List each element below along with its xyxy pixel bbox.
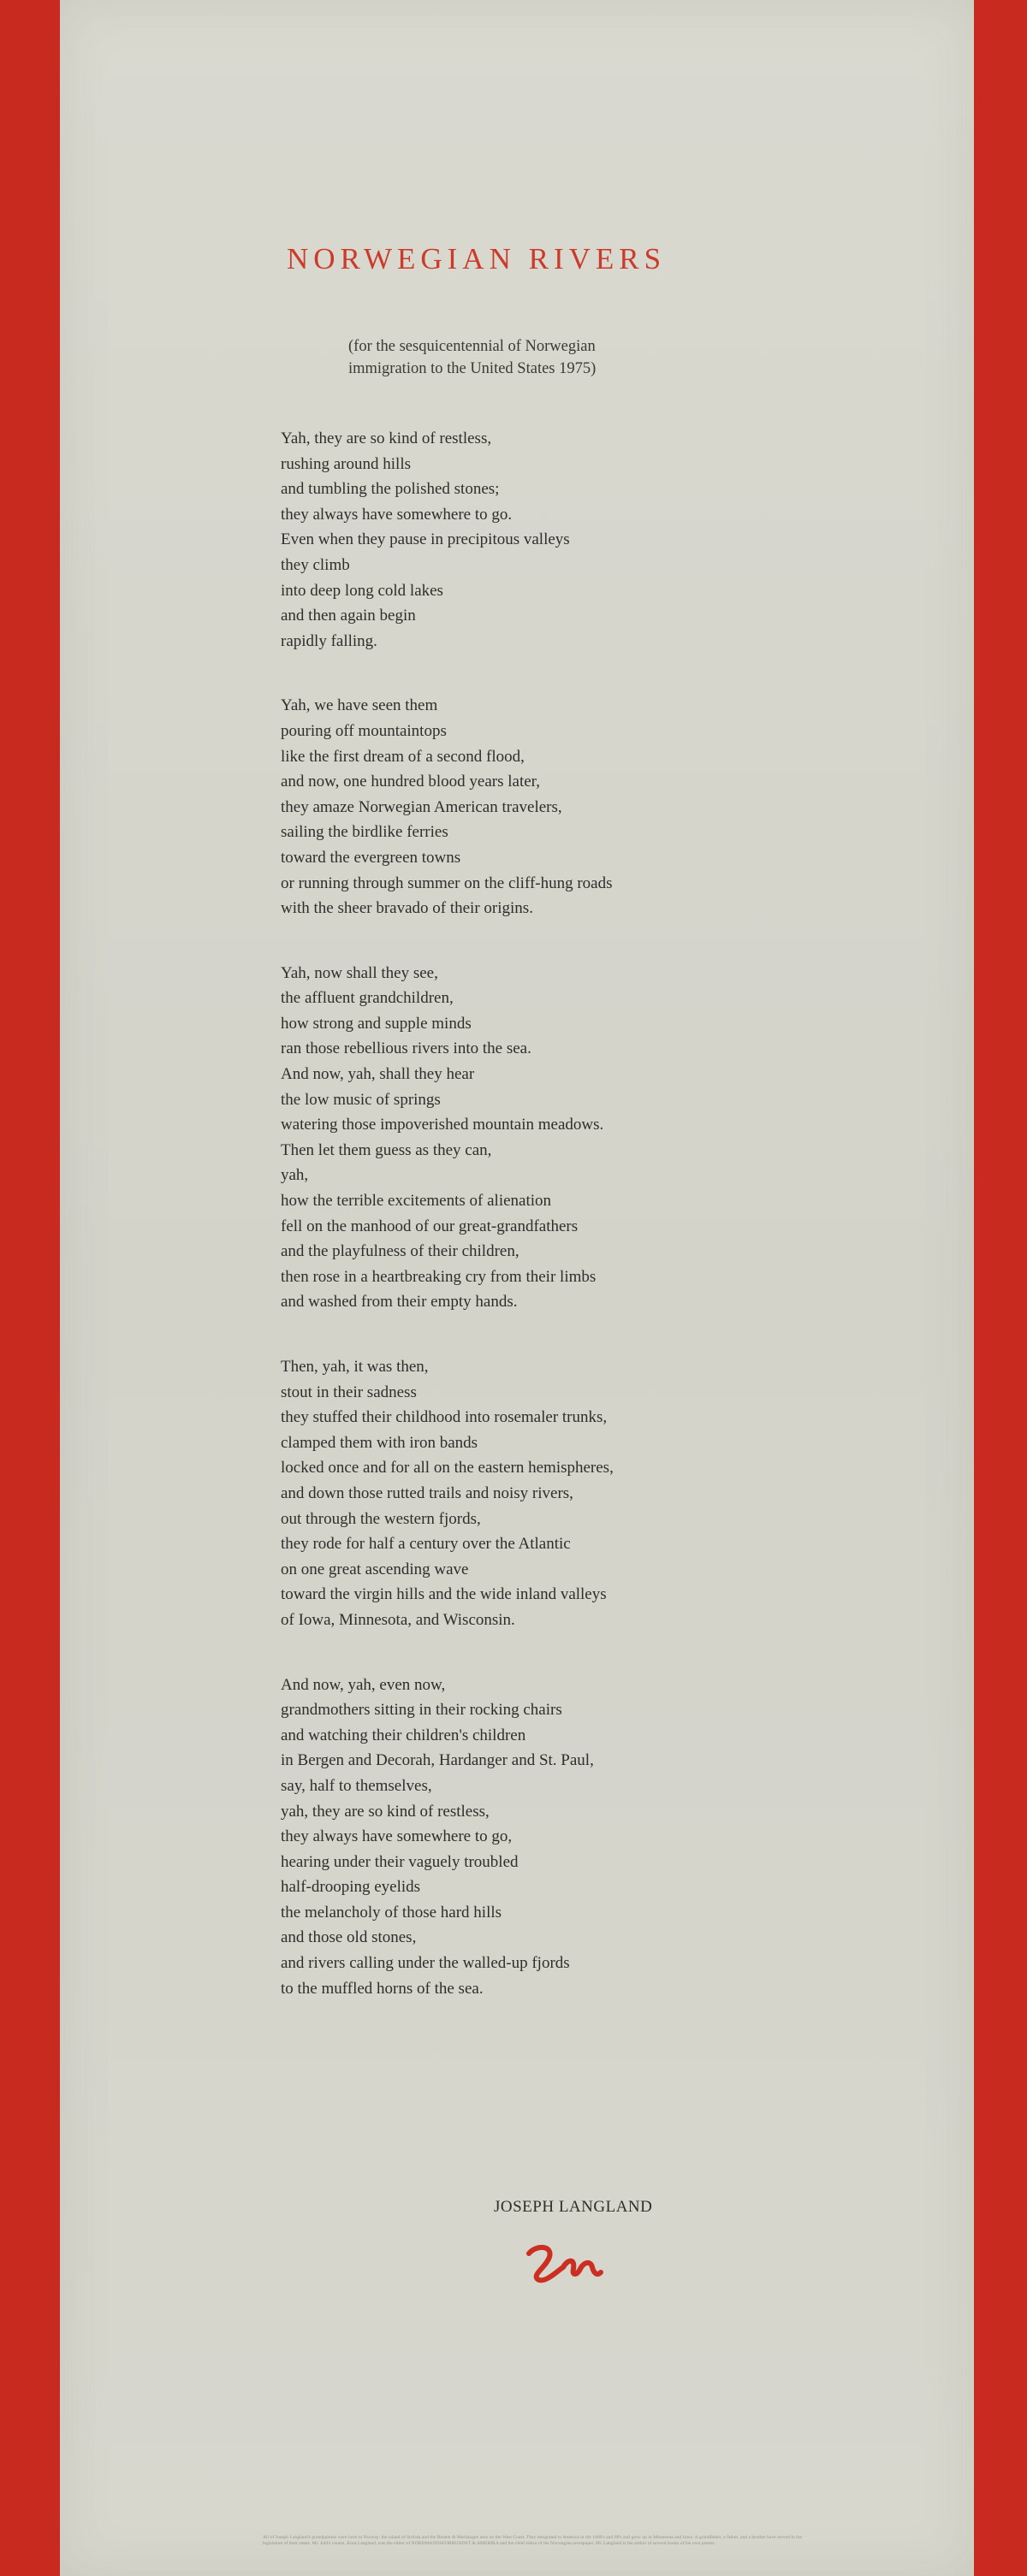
poem-line: stout in their sadness [281,1383,417,1401]
poem-line: toward the evergreen towns [281,848,461,867]
poem-line: then rose in a heartbreaking cry from their limbs [281,1267,597,1286]
poem-line: and those old stones, [281,1928,417,1947]
poem-line: And now, yah, even now, [281,1675,446,1694]
stanza [281,693,897,921]
poem-line: sailing the birdlike ferries [281,823,448,842]
poem-line: they amaze Norwegian American travelers, [281,797,562,816]
poem-line: and the playfulness of their children, [281,1242,519,1261]
poem-line: they always have somewhere to go. [281,505,513,524]
poem-line: locked once and for all on the eastern hemispheres, [281,1459,614,1477]
red-frame-right [974,0,1027,2576]
poem-line: yah, [281,1166,309,1185]
poem-line: and now, one hundred blood years later, [281,773,540,791]
poem-line: and rivers calling under the walled-up fjords [281,1954,570,1973]
author-name: JOSEPH LANGLAND [494,2198,653,2216]
poem-line: they stuffed their childhood into rosemaler trunks, [281,1408,608,1427]
poem-line: Yah, they are so kind of restless, [281,429,492,447]
colophon-note: All of Joseph Langland's grandparents were born in Norway: the island of Strinda and the Reinen & Merhaugen area on the West Coast. They emigrated to America in the 1800's and 60's and grew up in Minnesota and Iowa. A grandfather, a father, and a brother have served in the legislature of their states. Mr. Juhl's cousin, Knut Langland, was the editor of NORDMANDSFORBUNDET & AMERIKA and the chief editor of the Norwegian newspaper. Mr. Langland is the author of several books of his own poems. [263,2535,802,2546]
poem-line: yah, they are so kind of restless, [281,1802,490,1821]
poem-line: on one great ascending wave [281,1560,469,1578]
dedication-line: immigration to the United States 1975) [348,360,597,377]
stanza [281,1354,897,1633]
poem-title: NORWEGIAN RIVERS [287,242,667,275]
poem-line: how the terrible excitements of alienation [281,1192,552,1211]
stanza [281,961,897,1315]
poem-line: and washed from their empty hands. [281,1293,518,1312]
poem-line: ran those rebellious rivers into the sea. [281,1039,531,1058]
red-frame-left [0,0,60,2576]
poem-line: the affluent grandchildren, [281,989,454,1008]
poem-line: they always have somewhere to go, [281,1827,513,1846]
poem-line: Then let them guess as they can, [281,1140,492,1159]
poem-body [281,426,897,2001]
poem-line: Even when they pause in precipitous valleys [281,530,570,549]
poem-line: how strong and supple minds [281,1014,472,1033]
poem-line: out through the western fjords, [281,1509,481,1528]
poem-line: Yah, we have seen them [281,696,438,715]
poem-line: to the muffled horns of the sea. [281,1979,484,1998]
stanza [281,426,897,654]
poem-line: toward the virgin hills and the wide inland valleys [281,1585,607,1604]
poem-line: say, half to themselves, [281,1776,432,1795]
poem-line: and then again begin [281,607,416,625]
poem-line: clamped them with iron bands [281,1433,478,1452]
poem-line: they climb [281,555,350,574]
poem-line: hearing under their vaguely troubled [281,1852,519,1871]
poem-line: and watching their children's children [281,1726,526,1744]
poem-line: pouring off mountaintops [281,721,447,740]
poem-line: rapidly falling. [281,631,377,650]
dedication-line: (for the sesquicentennial of Norwegian [348,338,596,355]
printer-mark-icon [520,2241,604,2289]
poem-line: And now, yah, shall they hear [281,1065,475,1084]
poem-line: half-drooping eyelids [281,1878,421,1897]
poem-line: of Iowa, Minnesota, and Wisconsin. [281,1610,515,1629]
poem-line: into deep long cold lakes [281,581,443,600]
poem-line: Then, yah, it was then, [281,1358,429,1376]
poem-line: Yah, now shall they see, [281,963,438,982]
poem-line: fell on the manhood of our great-grandfathers [281,1217,579,1235]
poem-line: watering those impoverished mountain meadows. [281,1116,604,1134]
broadside-page [60,0,974,2576]
poem-line: with the sheer bravado of their origins. [281,899,533,918]
stanza [281,1673,897,2002]
poem-line: rushing around hills [281,454,411,473]
dedication [348,335,862,380]
poem-line: they rode for half a century over the Atlantic [281,1535,571,1554]
poem-line: the melancholy of those hard hills [281,1903,502,1922]
poem-line: the low music of springs [281,1090,441,1109]
poem-line: and down those rutted trails and noisy rivers, [281,1483,573,1502]
poem-line: in Bergen and Decorah, Hardanger and St. Paul, [281,1751,594,1770]
poem-line: and tumbling the polished stones; [281,480,500,499]
poem-line: like the first dream of a second flood, [281,747,525,766]
poem-line: or running through summer on the cliff-hung roads [281,873,613,892]
poem-line: grandmothers sitting in their rocking chairs [281,1701,562,1720]
